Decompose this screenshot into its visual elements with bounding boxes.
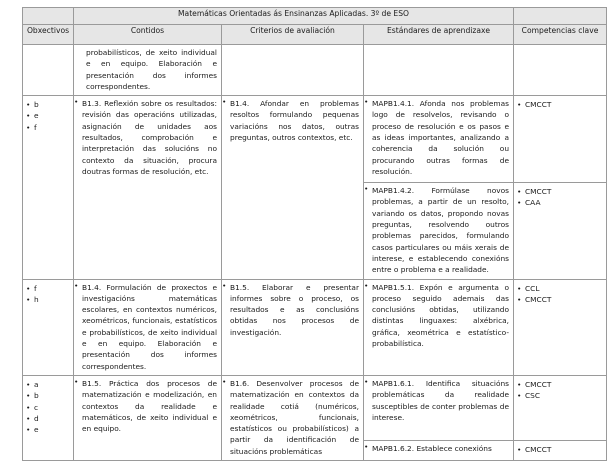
criteria-cell — [222, 96, 364, 279]
objective-item: • b — [26, 390, 73, 401]
competences-cell — [514, 183, 607, 279]
table-row — [23, 279, 607, 375]
content-text: probabilísticos, de xeito individual e en equipo. Elaboración e presentación dos informes correspondentes. — [86, 48, 217, 91]
content-text: • B1.4. Formulación de proxectos e investigacións matemáticas escolares, en contextos numéricos, xeométricos, funcionais, estatísticos e probabilísticos, de xeito individual e en equipo. Elaboración e presentación dos informes correspondentes. — [74, 280, 221, 375]
header-estandares: Estándares de aprendizaxe — [364, 25, 514, 45]
standard-text: • MAPB1.6.2. Establece conexións — [364, 441, 513, 457]
standard-cell — [364, 279, 514, 375]
competences-cell — [514, 45, 607, 96]
criteria-cell — [222, 375, 364, 460]
header-criterios: Criterios de avaliación — [222, 25, 364, 45]
standard-cell — [364, 183, 514, 279]
standard-text: • MAPB1.5.1. Expón e argumenta o proceso seguido ademais das conclusións obtidas, utilizando distintas linguaxes: alxébrica, gráfica, xeométrica e estatístico-probabilística. — [364, 280, 513, 353]
objective-item: • b — [26, 99, 73, 110]
standard-text: • MAPB1.6.1. Identifica situacións problemáticas da realidade susceptibles de conter problemas de interese. — [364, 376, 513, 426]
objective-item: • f — [26, 283, 73, 294]
criteria-cell — [222, 45, 364, 96]
objectives-cell — [23, 279, 74, 375]
competences-cell — [514, 375, 607, 440]
table-title: Matemáticas Orientadas ás Ensinanzas Aplicadas. 3º de ESO — [74, 8, 514, 25]
table-body — [23, 45, 607, 461]
competence-item: • CMCCT — [517, 186, 606, 197]
header-obxectivos: Obxectivos — [23, 25, 74, 45]
competence-item: • CCL — [517, 283, 606, 294]
content-cell — [74, 45, 222, 96]
objective-item: • e — [26, 424, 73, 435]
competence-item: • CSC — [517, 390, 606, 401]
competence-item: • CMCCT — [517, 379, 606, 390]
standard-cell — [364, 45, 514, 96]
table-row — [23, 375, 607, 440]
header-contidos: Contidos — [74, 25, 222, 45]
standard-text: • MAPB1.4.1. Afonda nos problemas logo de resolvelos, revisando o proceso de resolución e os pasos e as ideas importantes, analizando a coherencia da solución ou procurando outras formas de resolución. — [364, 96, 513, 180]
competences-cell — [514, 440, 607, 460]
criteria-text: • B1.4. Afondar en problemas resoltos formulando pequenas variacións nos datos, outras preguntas, outros contextos, etc. — [222, 96, 363, 146]
content-cell — [74, 375, 222, 460]
objective-item: • e — [26, 110, 73, 121]
objectives-cell — [23, 96, 74, 279]
table-row — [23, 96, 607, 183]
criteria-cell — [222, 279, 364, 375]
content-text: • B1.5. Práctica dos procesos de matematización e modelización, en contextos da realidade e matemáticos, de xeito individual e en equipo. — [74, 376, 221, 437]
content-cell — [74, 96, 222, 279]
competence-item: • CAA — [517, 197, 606, 208]
table-row — [23, 45, 607, 96]
standard-cell — [364, 96, 514, 183]
title-blank-left — [23, 8, 74, 25]
content-text: • B1.3. Reflexión sobre os resultados: revisión das operacións utilizadas, asignación de unidades aos resultados, comprobación e interpretación das solucións no contexto da situación, procura doutras formas de resolución, etc. — [74, 96, 221, 180]
curriculum-table — [22, 7, 607, 461]
objective-item: • f — [26, 122, 73, 133]
competence-item: • CMCCT — [517, 99, 606, 110]
objectives-cell — [23, 45, 74, 96]
objective-item: • a — [26, 379, 73, 390]
objective-item: • c — [26, 402, 73, 413]
criteria-text: • B1.5. Elaborar e presentar informes sobre o proceso, os resultados e as conclusións obtidas nos procesos de investigación. — [222, 280, 363, 341]
competences-cell — [514, 96, 607, 183]
competence-item: • CMCCT — [517, 444, 606, 455]
header-competencias: Competencias clave — [514, 25, 607, 45]
criteria-text: • B1.6. Desenvolver procesos de matematización en contextos da realidade cotiá (numéricos, xeométricos, funcionais, estatísticos ou probabilísticos) a partir da identificación de situacións problemáticas — [222, 376, 363, 460]
objective-item: • h — [26, 294, 73, 305]
standard-cell — [364, 375, 514, 440]
competence-item: • CMCCT — [517, 294, 606, 305]
content-cell — [74, 279, 222, 375]
standard-text: • MAPB1.4.2. Formúlase novos problemas, a partir de un resolto, variando os datos, propondo novas preguntas, resolvendo outros problemas parecidos, formulando casos particulares ou máis xerais de interese, e establecendo conexións entre o problema e a realidade. — [364, 183, 513, 278]
competences-cell — [514, 279, 607, 375]
objective-item: • d — [26, 413, 73, 424]
objectives-cell — [23, 375, 74, 460]
title-blank-right — [514, 8, 607, 25]
standard-cell — [364, 440, 514, 460]
